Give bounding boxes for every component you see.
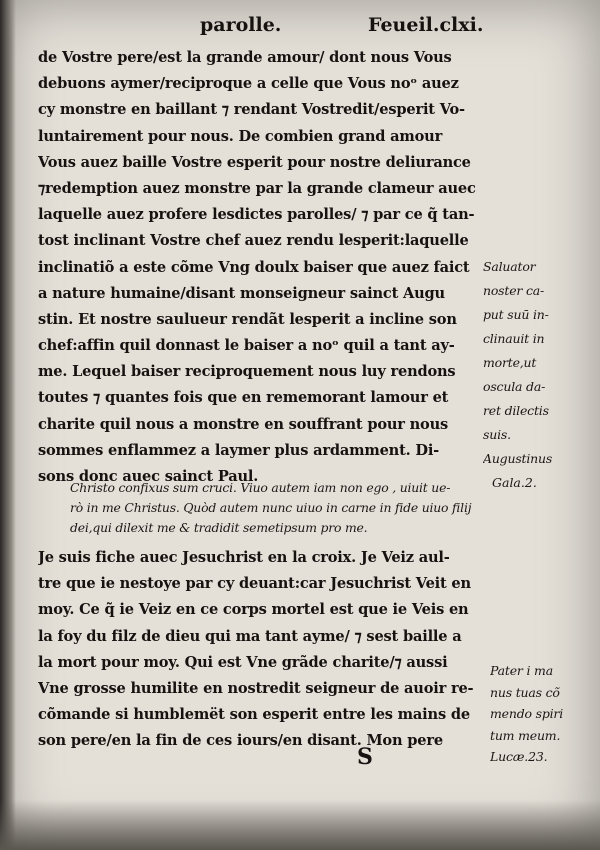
- margin-line: tum meum.: [490, 727, 561, 743]
- latin-line: dei,qui dilexit me & tradidit semetipsum pro me.: [70, 520, 368, 535]
- text-line: luntairement pour nous. De combien grand amour: [38, 127, 443, 145]
- margin-note-augustinus: [483, 255, 595, 471]
- margin-line: mendo spiri: [490, 706, 563, 721]
- text-line: tre que ie nestoye par cy deuant:car Jesuchrist Veit en: [38, 575, 471, 593]
- margin-line: Saluator: [483, 259, 536, 274]
- latin-quotation: [70, 478, 490, 538]
- text-line: charite quil nous a monstre en souffrant pour nous: [38, 415, 449, 433]
- margin-line: nus tuas cõ: [490, 684, 560, 700]
- text-line: sommes enflammez a laymer plus ardamment. Di-: [38, 441, 440, 459]
- margin-line: Pater i ma: [490, 663, 553, 678]
- text-line: sons donc auec sainct Paul.: [38, 468, 259, 485]
- running-header: [0, 14, 600, 44]
- text-line: Je suis fiche auec Jesuchrist en la croix. Je Veiz aul-: [38, 549, 450, 566]
- main-text-block: [38, 45, 486, 490]
- margin-line: put suū in-: [483, 307, 549, 322]
- text-line: debuons aymer/reciproque a celle que Vous noᵒ auez: [38, 75, 459, 93]
- text-line: ⁊redemption auez monstre par la grande clameur auec: [38, 179, 476, 197]
- text-line: cy monstre en baillant ⁊ rendant Vostredit/esperit Vo-: [38, 101, 465, 119]
- text-line: de Vostre pere/est la grande amour/ dont nous Vous: [38, 49, 452, 66]
- page-binding-shadow: [0, 0, 16, 850]
- text-line: laquelle auez profere lesdictes parolles/ ⁊ par ce q̃ tan-: [38, 206, 475, 224]
- margin-line: Lucæ.23.: [490, 749, 548, 764]
- signature-mark: S: [357, 744, 373, 770]
- folio-number: Feueil.clxi.: [368, 14, 484, 36]
- text-line: la foy du filz de dieu qui ma tant ayme/ ⁊ sest baille a: [38, 627, 462, 645]
- text-line: Vne grosse humilite en nostredit seigneur de auoir re-: [38, 679, 474, 697]
- margin-line: ret dilectis: [483, 403, 549, 418]
- text-line: cõmande si humblemët son esperit entre les mains de: [38, 706, 470, 724]
- margin-line: clinauit in: [483, 331, 545, 346]
- text-line: toutes ⁊ quantes fois que en rememorant lamour et: [38, 389, 449, 407]
- margin-note-luke: [490, 660, 598, 768]
- page-bottom-shadow: [0, 800, 600, 850]
- text-line: stin. Et nostre saulueur rendãt lesperit a incline son: [38, 310, 457, 328]
- text-line: son pere/en la fin de ces iours/en disant. Mon pere: [38, 732, 443, 750]
- margin-note-galatians: Gala.2.: [492, 475, 537, 490]
- margin-line: suis.: [483, 427, 511, 442]
- text-line: inclinatiõ a este cõme Vng doulx baiser que auez faict: [38, 258, 470, 276]
- margin-line: oscula da-: [483, 379, 546, 394]
- text-line: moy. Ce q̃ ie Veiz en ce corps mortel est que ie Veis en: [38, 601, 469, 619]
- latin-line: rò in me Christus. Quòd autem nunc uiuo in carne in fide uiuo filij: [70, 500, 472, 515]
- margin-line: Augustinus: [483, 451, 553, 466]
- text-line: me. Lequel baiser reciproquement nous luy rendons: [38, 363, 456, 381]
- margin-line: morte,ut: [483, 355, 537, 370]
- margin-line: noster ca-: [483, 283, 545, 298]
- text-line: tost inclinant Vostre chef auez rendu lesperit:laquelle: [38, 232, 469, 250]
- running-head-title: parolle.: [200, 14, 282, 36]
- main-text-block-continued: [38, 545, 486, 755]
- text-line: Vous auez baille Vostre esperit pour nostre deliurance: [38, 153, 471, 171]
- text-line: la mort pour moy. Qui est Vne grãde charite/⁊ aussi: [38, 653, 448, 671]
- latin-line: Christo confixus sum cruci. Viuo autem iam non ego , uiuit ue-: [70, 480, 451, 495]
- text-line: a nature humaine/disant monseigneur sainct Augu: [38, 284, 445, 302]
- text-line: chef:affin quil donnast le baiser a noᵒ quil a tant ay-: [38, 337, 455, 355]
